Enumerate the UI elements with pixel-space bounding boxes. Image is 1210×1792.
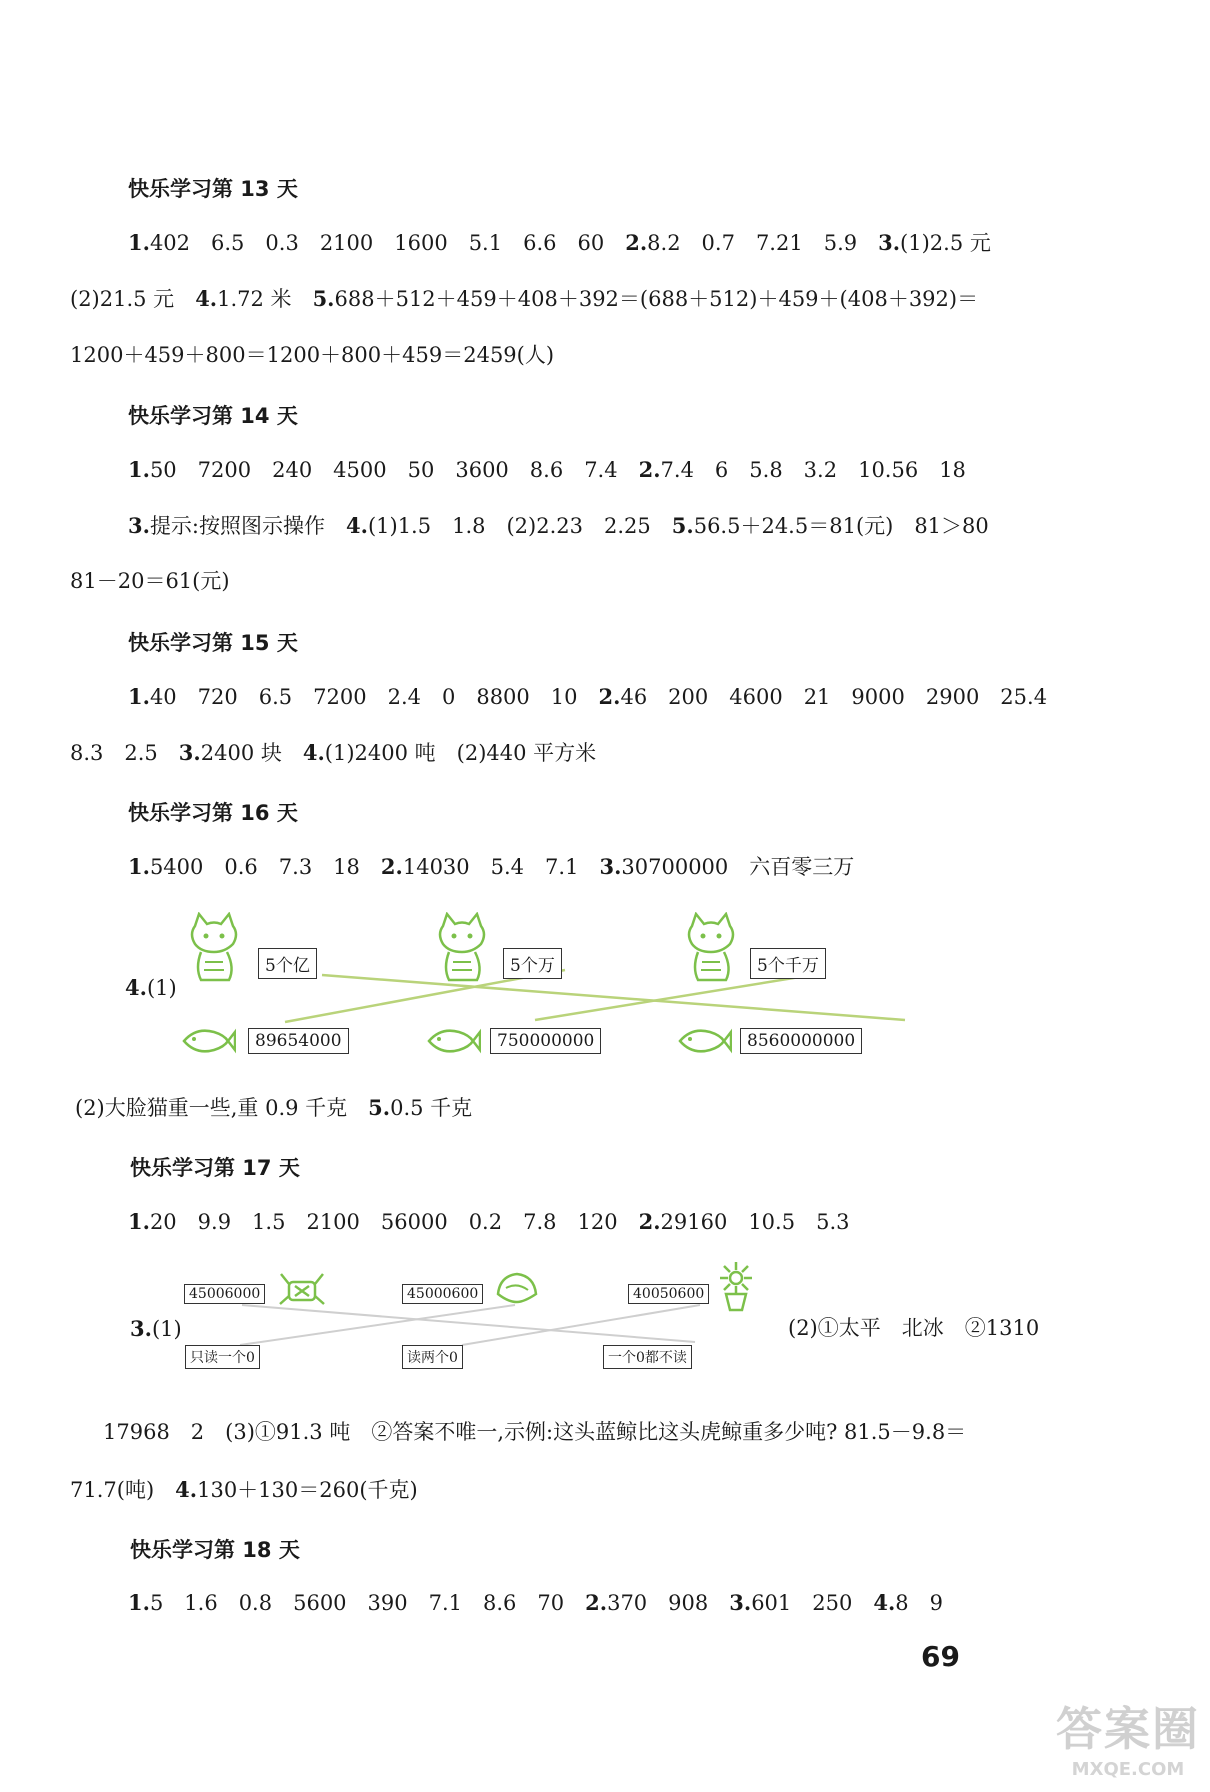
answer-line: 71.7(吨) 4.130＋130＝260(千克) [70, 1477, 418, 1502]
fish-icon [180, 1024, 236, 1058]
match-box: 5个万 [503, 948, 562, 979]
match-line [535, 975, 812, 1020]
answer-line: (2)①太平 北冰 ②1310 [788, 1316, 1040, 1340]
match-box: 只读一个0 [185, 1345, 260, 1369]
answer-line: 1.402 6.5 0.3 2100 1600 5.1 6.6 60 2.8.2 0.7 7.21 5.9 3.(1)2.5 元 [128, 230, 991, 255]
match-box: 45006000 [184, 1284, 265, 1304]
flower-icon [712, 1260, 760, 1312]
section-heading-16: 快乐学习第 16 天 [128, 801, 298, 825]
answer-line: 1.20 9.9 1.5 2100 56000 0.2 7.8 120 2.29160 10.5 5.3 [128, 1209, 850, 1234]
answer-line: 1200＋459＋800＝1200＋800＋459＝2459(人) [70, 343, 555, 367]
answer-line: 8.3 2.5 3.2400 块 4.(1)2400 吨 (2)440 平方米 [70, 740, 597, 765]
section-heading-14: 快乐学习第 14 天 [128, 404, 298, 428]
section-heading-13: 快乐学习第 13 天 [128, 177, 298, 201]
match-line [240, 1305, 515, 1345]
answer-line: 81－20＝61(元) [70, 569, 230, 593]
match-box: 一个0都不读 [603, 1345, 692, 1369]
match-box: 5个亿 [258, 948, 317, 979]
cat-icon [185, 912, 243, 984]
match-box: 750000000 [490, 1028, 601, 1054]
section-heading-17: 快乐学习第 17 天 [130, 1156, 300, 1180]
match-box: 读两个0 [402, 1345, 463, 1369]
watermark-logo: 答案圈 MXQE.COM [1056, 1702, 1200, 1780]
match-line [322, 975, 905, 1020]
answer-line: 3.提示:按照图示操作 4.(1)1.5 1.8 (2)2.23 2.25 5.56.5＋24.5＝81(元) 81＞80 [128, 513, 989, 538]
match-box: 8560000000 [740, 1028, 862, 1054]
answer-line: 1.40 720 6.5 7200 2.4 0 8800 10 2.46 200 4600 21 9000 2900 25.4 [128, 684, 1048, 709]
question-label: 3.(1) [130, 1316, 182, 1341]
answer-line: 17968 2 (3)①91.3 吨 ②答案不唯一,示例:这头蓝鲸比这头虎鲸重多少吨? 81.5－9.8＝ [103, 1420, 967, 1444]
match-box: 45000600 [402, 1284, 483, 1304]
answer-line: 1.5400 0.6 7.3 18 2.14030 5.4 7.1 3.30700000 六百零三万 [128, 854, 855, 879]
cat-icon [682, 912, 740, 984]
match-line [242, 1305, 695, 1342]
answer-line: 1.5 1.6 0.8 5600 390 7.1 8.6 70 2.370 908 3.601 250 4.8 9 [128, 1590, 944, 1615]
cat-icon [433, 912, 491, 984]
crab-icon [277, 1270, 327, 1310]
section-heading-18: 快乐学习第 18 天 [130, 1538, 300, 1562]
fish-icon [425, 1024, 481, 1058]
answer-line: (2)大脸猫重一些,重 0.9 千克 5.0.5 千克 [75, 1095, 473, 1120]
match-box: 89654000 [248, 1028, 349, 1054]
answer-line: (2)21.5 元 4.1.72 米 5.688＋512＋459＋408＋392＝(688＋512)＋459＋(408＋392)＝ [70, 286, 979, 311]
fish-icon [676, 1024, 732, 1058]
section-heading-15: 快乐学习第 15 天 [128, 631, 298, 655]
dumpling-icon [494, 1270, 540, 1306]
answer-line: 1.50 7200 240 4500 50 3600 8.6 7.4 2.7.4 6 5.8 3.2 10.56 18 [128, 457, 966, 482]
question-label: 4.(1) [125, 975, 177, 1000]
match-box: 40050600 [628, 1284, 709, 1304]
match-box: 5个千万 [750, 948, 826, 979]
page-number: 69 [921, 1640, 960, 1673]
